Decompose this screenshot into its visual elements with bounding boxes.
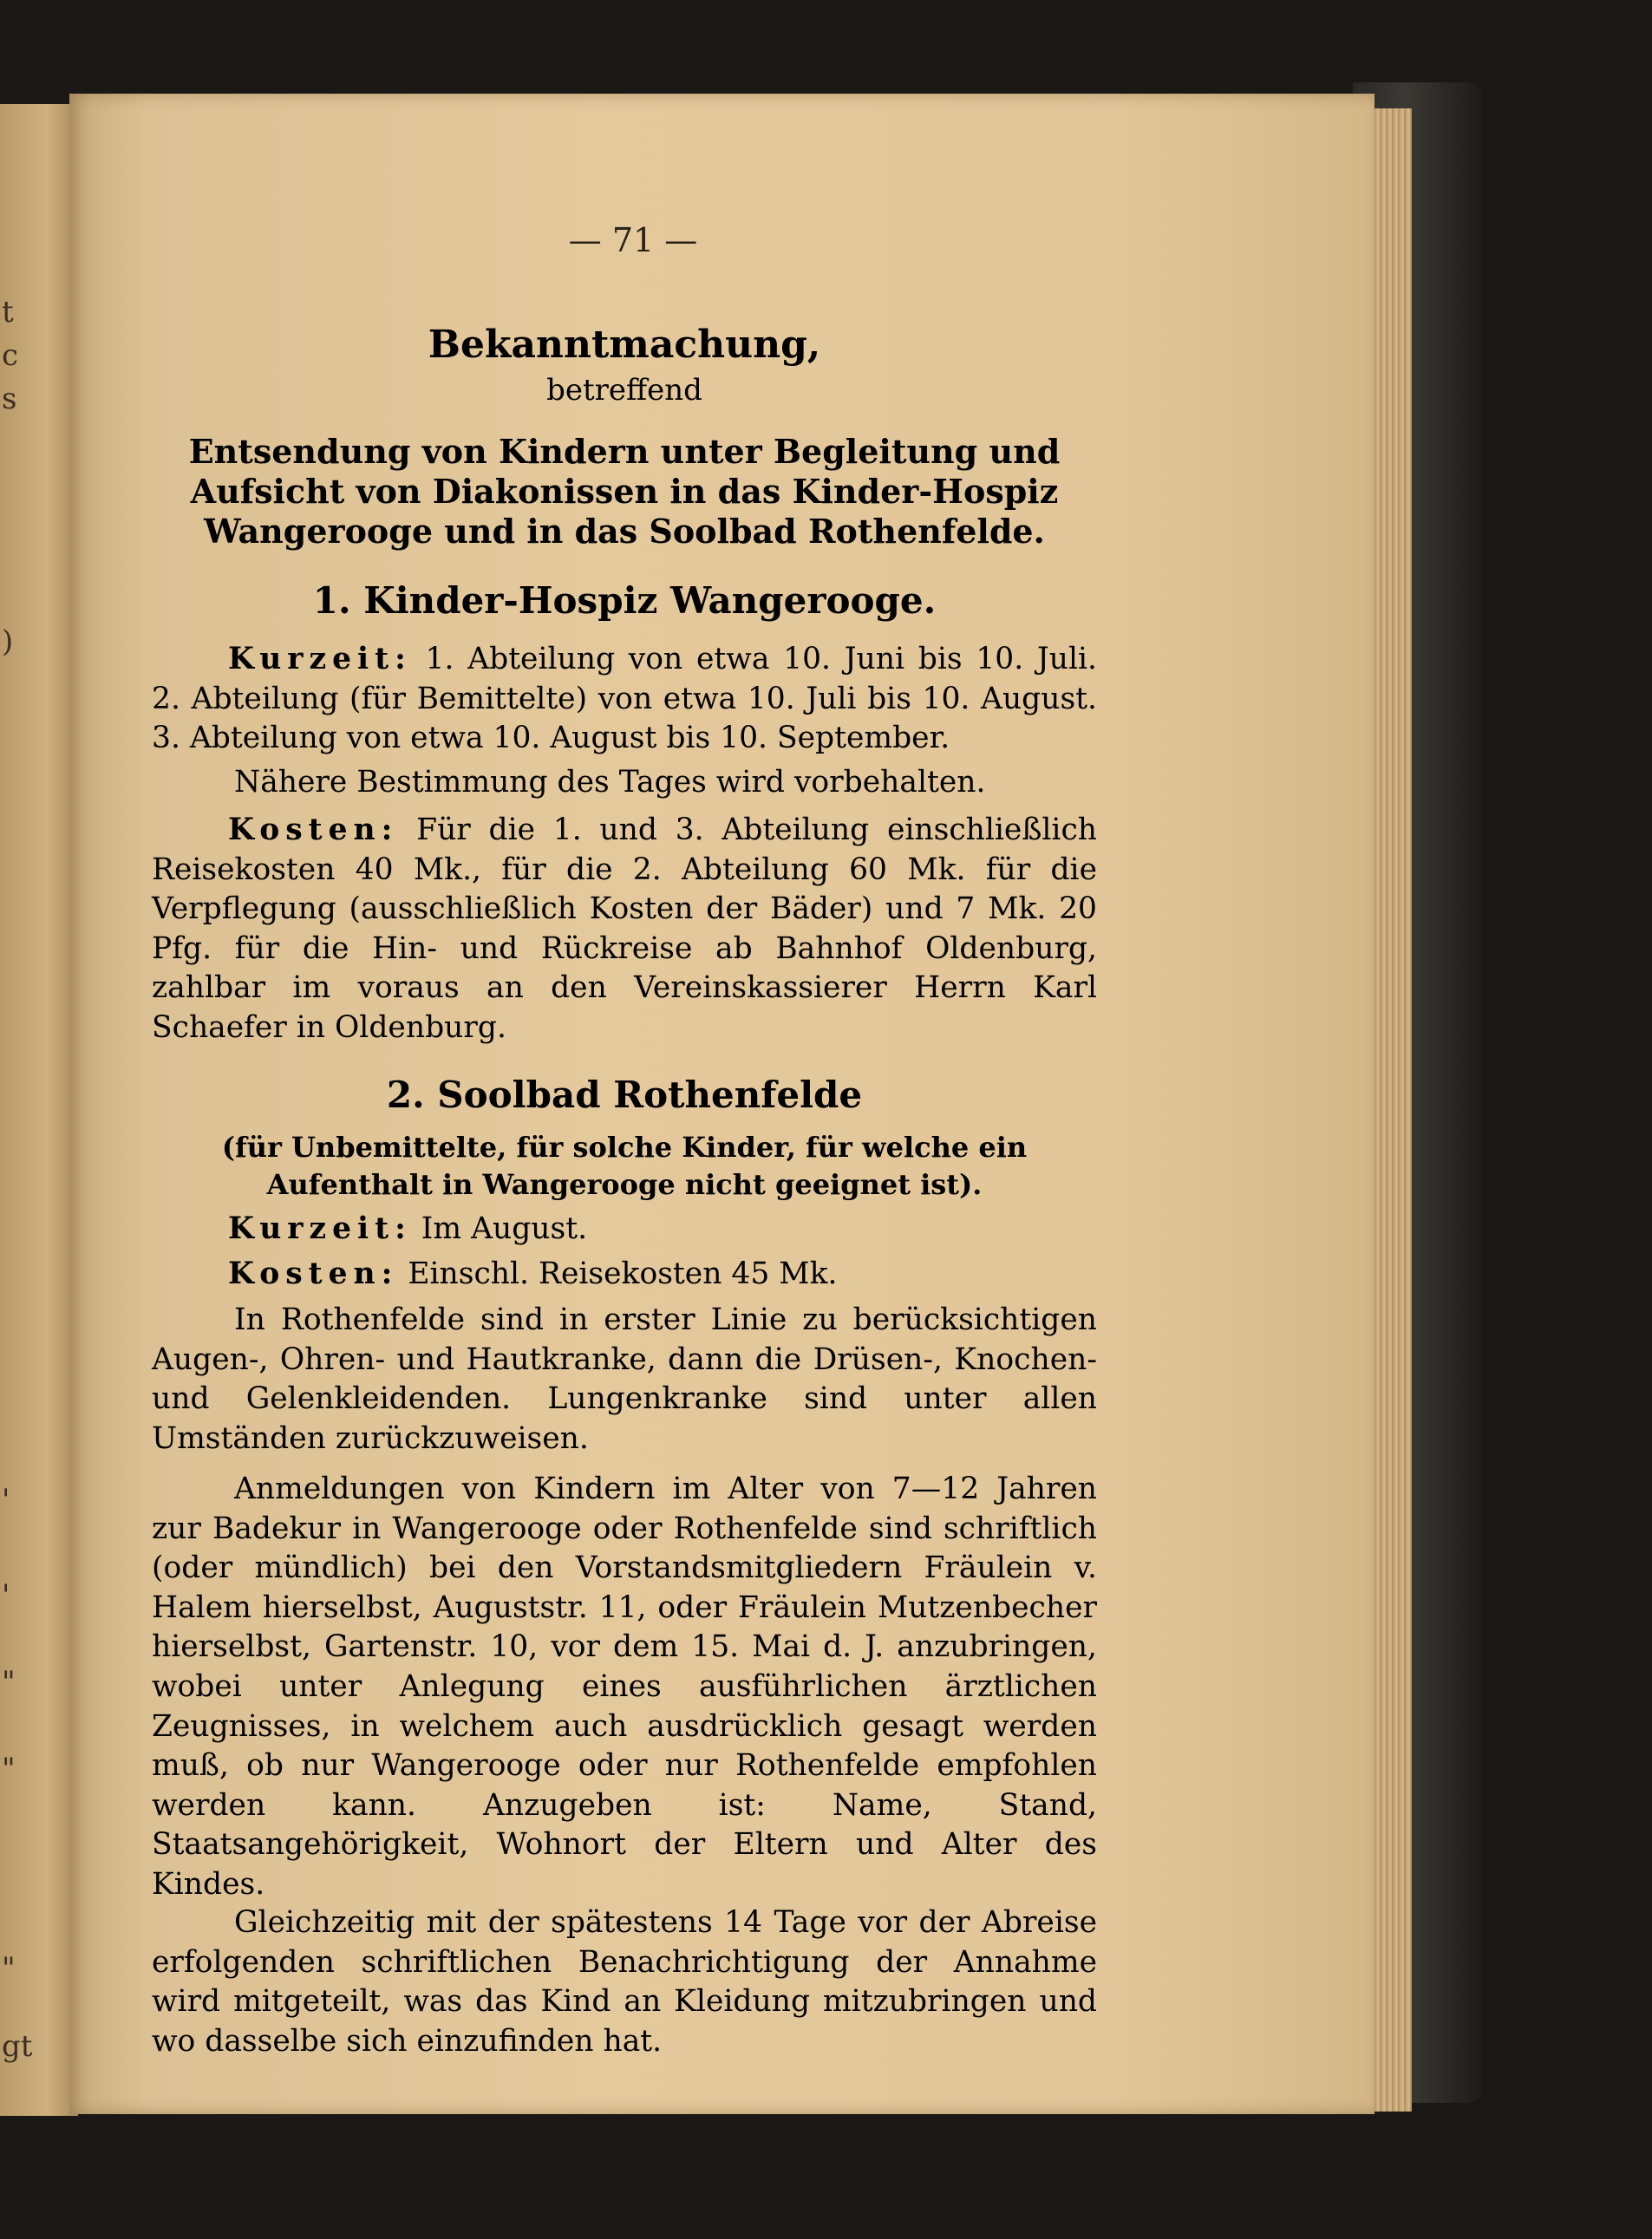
section2-note: (für Unbemittelte, für solche Kinder, für welche ein Aufenthalt in Wangerooge nicht geeignet ist).: [221, 1131, 1028, 1201]
left-fragment: s: [2, 382, 17, 416]
left-fragment: c: [2, 338, 19, 373]
left-fragment: ': [2, 1483, 10, 1518]
kosten-label: Kosten:: [228, 1257, 399, 1291]
left-fragment: gt: [2, 2029, 33, 2064]
section2-heading: 2. Soolbad Rothenfelde: [386, 1074, 863, 1116]
document-subtitle: betreffend: [546, 373, 702, 408]
section1-kosten: [152, 811, 1097, 1048]
left-fragment: t: [2, 295, 14, 330]
document-title: Bekanntmachung,: [428, 323, 821, 367]
section2-paragraph-2: Anmeldungen von Kindern im Alter von 7—12 Jahren zur Badekur in Wangerooge oder Rothenfelde sind schriftlich (oder mündlich) bei den Vorstandsmitgliedern Fräulein v. Halem hierselbst, Auguststr. 11, oder Fräulein Mutzenbecher hierselbst, Gartenstr. 10, vor dem 15. Mai d. J. anzubringen, wobei unter Anlegung eines ausführlichen ärztlichen Zeugnisses, in welchem auch ausdrücklich gesagt werden muß, ob nur Wangerooge oder nur Rothenfelde empfohlen werden kann. Anzugeben ist: Name, Stand, Staatsangehörigkeit, Wohnort der Eltern und Alter des Kindes.: [152, 1472, 1097, 1902]
kosten-label: Kosten:: [228, 813, 399, 847]
document-subject: Entsendung von Kindern unter Begleitung und Aufsicht von Diakonissen in das Kinder-Hospiz Wangerooge und in das Soolbad Rothenfelde.: [188, 432, 1061, 551]
page-edges: [1370, 108, 1412, 2112]
section2-kosten: [152, 1255, 1097, 1295]
previous-page-edge: [0, 104, 78, 2116]
left-fragment: ': [2, 1578, 10, 1613]
section1-heading: 1. Kinder-Hospiz Wangerooge.: [312, 579, 937, 622]
section2-kurzeit: [152, 1210, 1097, 1250]
left-fragment: ": [2, 1951, 16, 1986]
kurzeit-label: Kurzeit:: [228, 642, 412, 676]
section1-kurzeit: [152, 640, 1097, 759]
kosten-text: Einschl. Reisekosten 45 Mk.: [408, 1257, 838, 1291]
left-fragment: ): [2, 624, 14, 659]
left-fragment: ": [2, 1665, 16, 1700]
section2-paragraph-3: Gleichzeitig mit der spätestens 14 Tage vor der Abreise erfolgenden schriftlichen Benachrichtigung der Annahme wird mitgeteilt, was das Kind an Kleidung mitzubringen und wo dasselbe sich einzufinden hat.: [152, 1905, 1097, 2059]
left-fragment: ": [2, 1752, 16, 1786]
kurzeit-label: Kurzeit:: [228, 1211, 412, 1246]
kosten-text: Für die 1. und 3. Abteilung einschließlich Reisekosten 40 Mk., für die 2. Abteilung 60 Mk. für die Verpflegung (ausschließlich Kosten der Bäder) und 7 Mk. 20 Pfg. für die Hin- und Rückreise ab Bahnhof Oldenburg, zahlbar im voraus an den Vereinskassierer Herrn Karl Schaefer in Oldenburg.: [152, 813, 1098, 1045]
page-number: — 71 —: [568, 221, 698, 259]
kurzeit-text: Im August.: [421, 1211, 588, 1246]
kurzeit-text: 1. Abteilung von etwa 10. Juni bis 10. Juli. 2. Abteilung (für Bemittelte) von etwa 10. Juli bis 10. August. 3. Abteilung von etwa 10. August bis 10. September.: [152, 642, 1097, 756]
section1-note: Nähere Bestimmung des Tages wird vorbehalten.: [234, 765, 986, 800]
section2-paragraph-1: In Rothenfelde sind in erster Linie zu berücksichtigen Augen-, Ohren- und Hautkranke, dann die Drüsen-, Knochen- und Gelenkleidenden. Lungenkranke sind unter allen Umständen zurückzuweisen.: [152, 1302, 1097, 1456]
